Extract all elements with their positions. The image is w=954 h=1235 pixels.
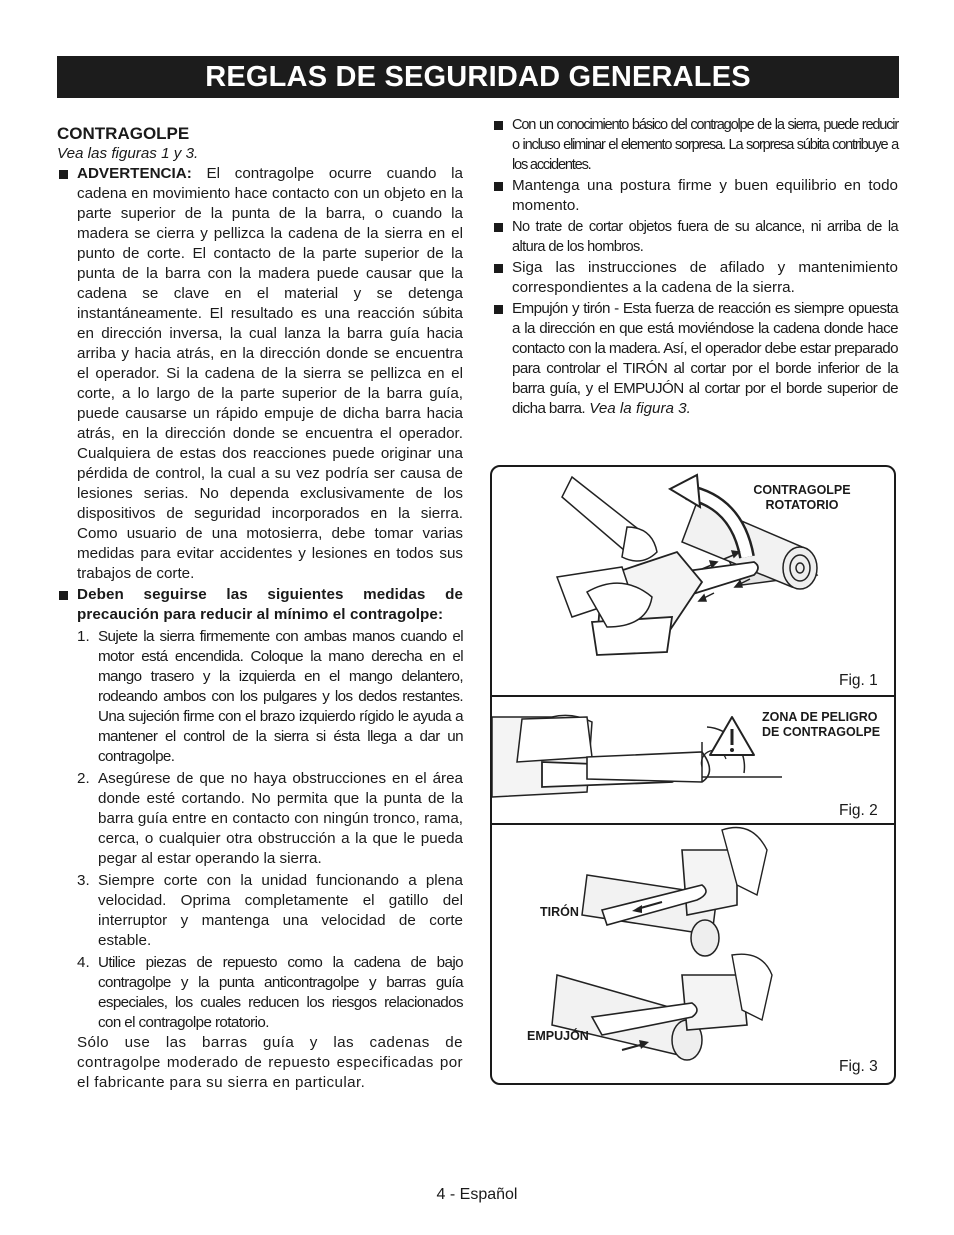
list-item xyxy=(492,299,898,419)
push-pull-illustration xyxy=(492,825,896,1085)
bullet-text: Mantenga una postura firme y buen equilibrio en todo momento. xyxy=(512,177,898,214)
figure-reference: Vea la figura 3. xyxy=(589,400,691,417)
bullet-text: Empujón y tirón - Esta fuerza de reacción es siempre opuesta a la dirección en que está moviéndose la cadena donde hace contacto con la madera. Así, el operador debe estar preparado para controlar el TIRÓN al cortar por el borde inferior de la barra guía, y el EMPUJÓN al cortar por el borde superior de dicha barra. xyxy=(512,300,898,417)
figure-panel xyxy=(490,465,896,1085)
bullet-square-icon xyxy=(59,591,68,600)
precaution-text: Deben seguirse las siguientes medidas de precaución para reducir al mínimo el contragolpe: xyxy=(77,586,463,623)
bullet-square-icon xyxy=(494,223,503,232)
item-number: 3. xyxy=(77,872,90,889)
page-title: REGLAS DE SEGURIDAD GENERALES xyxy=(57,56,899,98)
bullet-square-icon xyxy=(494,182,503,191)
item-text: Asegúrese de que no haya obstrucciones en el área donde esté cortando. No permita que la punta de la barra guía entre en contacto con ningún tronco, rama, cerca, o cualquier otra obstrucción a la que le pueda pegar al estar operando la sierra. xyxy=(98,770,463,867)
closing-paragraph: Sólo use las barras guía y las cadenas de contragolpe moderado de repuesto especificadas por el fabricante para su sierra en particular. xyxy=(77,1034,463,1091)
pull-label: TIRÓN xyxy=(540,905,579,919)
item-number: 2. xyxy=(77,770,90,787)
push-label: EMPUJÓN xyxy=(527,1029,589,1043)
bullet-square-icon xyxy=(494,264,503,273)
list-item xyxy=(492,115,898,175)
figure-label: Fig. 1 xyxy=(839,672,878,689)
left-column xyxy=(57,124,463,1093)
list-item xyxy=(492,217,898,257)
page-number: 4 - Español xyxy=(436,1186,518,1203)
bullet-square-icon xyxy=(494,305,503,314)
figure-label: Fig. 2 xyxy=(839,802,878,819)
item-text: Utilice piezas de repuesto como la cadena de bajo contragolpe y la punta anticontragolpe y barras guía especiales, los cuales reducen los riesgos relacionados con el contragolpe rotatorio. xyxy=(98,954,463,1031)
list-item xyxy=(492,176,898,216)
figure-label: Fig. 3 xyxy=(839,1058,878,1075)
warning-text: El contragolpe ocurre cuando la cadena en movimiento hace contacto con un objeto en la parte superior de la punta de la barra, o cuando la madera se cierra y pellizca la cadena de la sierra en el punto de corte. El contacto de la parte superior de la punta de la barra con la madera puede causar que la cadena se clave en el material y se detenga instantáneamente. El resultado es una reacción súbita en dirección inversa, la cual lanza la barra guía hacia arriba y hacia atrás, en la dirección donde se encuentra el operador. Si la cadena de la sierra se pellizca en el corte, a lo largo de la parte superior de la barra guía, puede causarse un rápido empuje de dicha barra hacia atrás, en la dirección donde se encuentra el operador. Cualquiera de estas dos reacciones puede originar una pérdida de control, la cual a su vez podría ser causa de lesiones serias. No dependa exclusivamente de los dispositivos de seguridad incorporados en la sierra. Como usuario de una motosierra, debe tomar varias medidas para evitar accidentes y lesiones en todos sus trabajos de corte. xyxy=(77,165,463,582)
callout-rotational-kickback: CONTRAGOLPE ROTATORIO xyxy=(753,483,851,512)
bullet-text: Siga las instrucciones de afilado y mantenimiento correspondientes a la cadena de la sierra. xyxy=(512,259,898,296)
figure-reference: Vea las figuras 1 y 3. xyxy=(57,145,199,162)
precaution-bullet xyxy=(57,585,463,625)
bullet-square-icon xyxy=(59,170,68,179)
item-number: 4. xyxy=(77,954,90,971)
warning-label: ADVERTENCIA: xyxy=(77,165,192,182)
list-item xyxy=(57,769,463,869)
bullet-square-icon xyxy=(494,121,503,130)
bullet-text: Con un conocimiento básico del contragolpe de la sierra, puede reducir o incluso eliminar el elemento sorpresa. La sorpresa súbita contribuye a los accidentes. xyxy=(512,117,898,173)
right-column xyxy=(492,115,898,420)
item-text: Siempre corte con la unidad funcionando a plena velocidad. Oprima completamente el gatillo del interruptor y mantenga una velocidad de corte estable. xyxy=(98,872,463,949)
list-item xyxy=(57,627,463,767)
list-item xyxy=(492,258,898,298)
bullet-text: No trate de cortar objetos fuera de su alcance, ni arriba de la altura de los hombros. xyxy=(512,219,898,255)
item-text: Sujete la sierra firmemente con ambas manos cuando el motor está encendida. Coloque la mano derecha en el mango trasero y la izquierda en el mango delantero, rodeando ambos con los pulgares y los dedos restantes. Una sujeción firme con el brazo izquierdo rígido le ayuda a mantener el control de la sierra si ésta llega a dar un contragolpe. xyxy=(98,628,463,765)
callout-danger-zone: ZONA DE PELIGRO DE CONTRAGOLPE xyxy=(762,710,881,739)
list-item xyxy=(57,953,463,1033)
warning-bullet xyxy=(57,164,463,584)
section-title: CONTRAGOLPE xyxy=(57,124,190,143)
item-number: 1. xyxy=(77,628,90,645)
list-item xyxy=(57,871,463,951)
